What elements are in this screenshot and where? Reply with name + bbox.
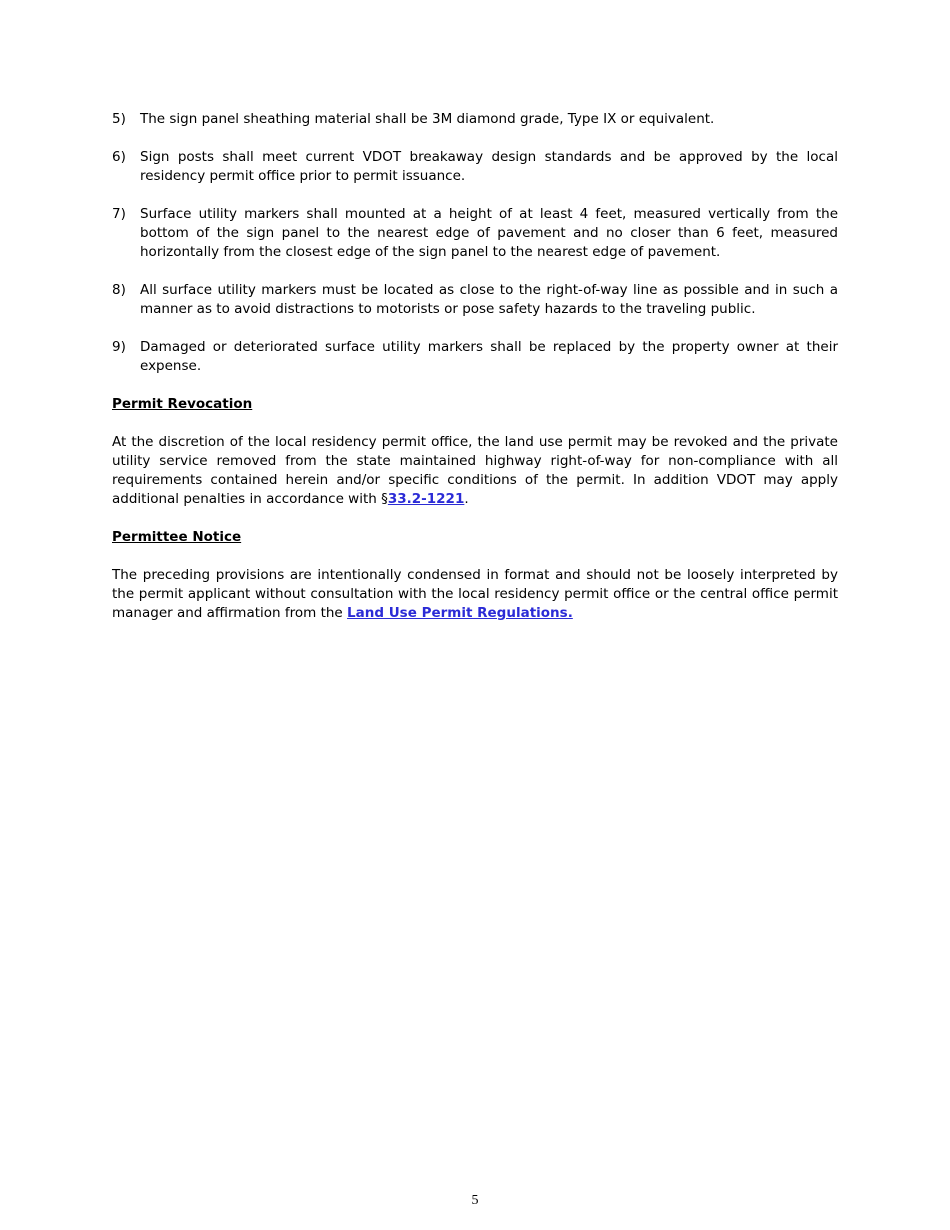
list-number: 8) — [112, 282, 126, 298]
list-item — [112, 110, 838, 129]
revocation-text: At the discretion of the local residency permit office, the land use permit may be revoked and the private utility service removed from the state maintained highway right-of-way for non-compliance with all requirements contained herein and/or specific conditions of the permit. In addition VDOT may apply additional penalties in accordance with § — [112, 434, 838, 507]
list-text: Damaged or deteriorated surface utility markers shall be replaced by the property owner at their expense. — [140, 339, 838, 374]
permittee-notice-paragraph — [112, 566, 838, 623]
list-item — [112, 281, 838, 319]
list-text: Surface utility markers shall mounted at a height of at least 4 feet, measured vertically from the bottom of the sign panel to the nearest edge of pavement and no closer than 6 feet, measured horizontally from the closest edge of the sign panel to the nearest edge of pavement. — [140, 206, 838, 260]
list-item — [112, 148, 838, 186]
list-number: 9) — [112, 339, 126, 355]
list-text: The sign panel sheathing material shall be 3M diamond grade, Type IX or equivalent. — [140, 111, 715, 127]
notice-text: The preceding provisions are intentionally condensed in format and should not be loosely interpreted by the permit applicant without consultation with the local residency permit office or the central office permit manager and affirmation from the — [112, 567, 838, 621]
land-use-regulations-link[interactable]: Land Use Permit Regulations. — [347, 605, 573, 621]
permittee-notice-heading: Permittee Notice — [112, 529, 242, 545]
page-number: 5 — [471, 1193, 479, 1208]
list-number: 6) — [112, 149, 126, 165]
list-text: All surface utility markers must be located as close to the right-of-way line as possible and in such a manner as to avoid distractions to motorists or pose safety hazards to the traveling public. — [140, 282, 838, 317]
list-number: 5) — [112, 111, 126, 127]
document-body — [112, 110, 838, 642]
revocation-text-end: . — [464, 491, 469, 507]
statute-link[interactable]: 33.2-1221 — [387, 491, 465, 507]
list-number: 7) — [112, 206, 126, 222]
list-item — [112, 205, 838, 262]
list-item — [112, 338, 838, 376]
permit-revocation-heading: Permit Revocation — [112, 396, 253, 412]
list-text: Sign posts shall meet current VDOT breakaway design standards and be approved by the local residency permit office prior to permit issuance. — [140, 149, 838, 184]
permit-revocation-paragraph — [112, 433, 838, 509]
